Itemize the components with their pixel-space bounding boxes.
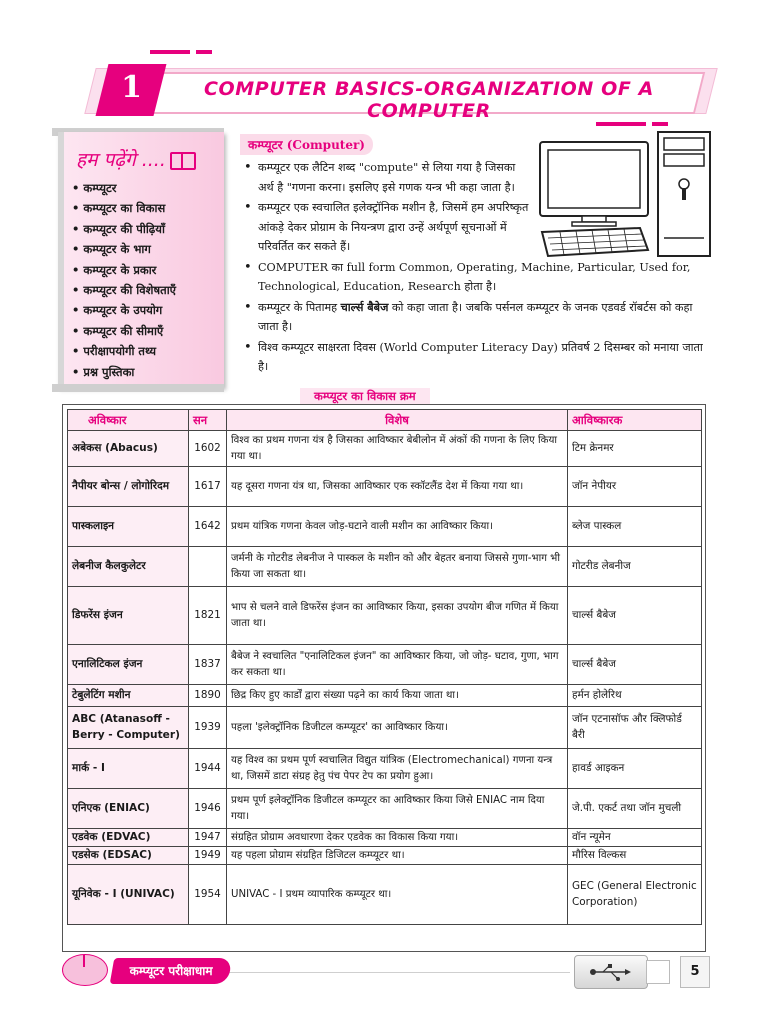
column-header: सन bbox=[189, 410, 227, 431]
detail-cell: यह पहला प्रोग्राम संग्रहित डिजिटल कम्प्यूटर था। bbox=[227, 847, 568, 865]
year-cell: 1821 bbox=[189, 587, 227, 645]
detail-cell: छिद्र किए हुए कार्डों द्वारा संख्या पढ़ने का कार्य किया जाता था। bbox=[227, 685, 568, 707]
table-row bbox=[68, 587, 702, 645]
table-row bbox=[68, 507, 702, 547]
section-label: कम्प्यूटर (Computer) bbox=[240, 134, 373, 155]
detail-cell: यह दूसरा गणना यंत्र था, जिसका आविष्कार एक स्कॉटलैंड देश में किया गया था। bbox=[227, 467, 568, 507]
year-cell: 1954 bbox=[189, 865, 227, 925]
decor-bar bbox=[150, 50, 190, 54]
bullet-item: • कम्प्यूटर के पितामह चार्ल्स बैबेज को कहा जाता है। जबकि पर्सनल कम्प्यूटर के जनक एडवर्ड रॉबर्टस को कहा जाता है। bbox=[242, 298, 710, 337]
chapter-banner bbox=[72, 62, 708, 122]
invention-cell: डिफरेंस इंजन bbox=[68, 587, 189, 645]
year-cell: 1947 bbox=[189, 829, 227, 847]
inventor-cell: टिम क्रेनमर bbox=[568, 431, 702, 467]
footer-label-pill bbox=[110, 958, 233, 984]
inventor-cell: मौरिस विल्कस bbox=[568, 847, 702, 865]
table-row bbox=[68, 547, 702, 587]
table-row bbox=[68, 865, 702, 925]
inventor-cell: चार्ल्स बैबेज bbox=[568, 645, 702, 685]
invention-cell: नैपीयर बोन्स / लोगोरिदम bbox=[68, 467, 189, 507]
topic-item: • कम्प्यूटर bbox=[72, 178, 176, 198]
topic-item: • कम्प्यूटर की विशेषताएँ bbox=[72, 280, 176, 300]
detail-cell: बैबेज ने स्वचालित "एनालिटिकल इंजन" का आविष्कार किया, जो जोड़- घटाव, गुणा, भाग कर सकता था। bbox=[227, 645, 568, 685]
table-row bbox=[68, 829, 702, 847]
topic-item: • कम्प्यूटर के भाग bbox=[72, 239, 176, 259]
year-cell: 1602 bbox=[189, 431, 227, 467]
column-header: विशेष bbox=[227, 410, 568, 431]
timeline-table bbox=[67, 409, 702, 925]
detail-cell: यह विश्व का प्रथम पूर्ण स्वचालित विद्युत यांत्रिक (Electromechanical) गणना यन्त्र था, जिसमें डाटा संग्रह हेतु पंच पेपर टेप का प्रयोग हुआ। bbox=[227, 749, 568, 789]
topics-box bbox=[58, 132, 224, 388]
year-cell: 1617 bbox=[189, 467, 227, 507]
table-row bbox=[68, 685, 702, 707]
inventor-cell: GEC (General Electronic Corporation) bbox=[568, 865, 702, 925]
table-caption: कम्प्यूटर का विकास क्रम bbox=[300, 388, 430, 405]
topic-item: • कम्प्यूटर के प्रकार bbox=[72, 260, 176, 280]
inventor-cell: जॉन नेपीयर bbox=[568, 467, 702, 507]
detail-cell: विश्व का प्रथम गणना यंत्र है जिसका आविष्कार बेबीलोन में अंकों की गणना के लिए किया गया था। bbox=[227, 431, 568, 467]
table-row bbox=[68, 431, 702, 467]
topic-item: • कम्प्यूटर की पीढ़ियाँ bbox=[72, 219, 176, 239]
decor-bar bbox=[596, 122, 646, 126]
column-header: अविष्कार bbox=[68, 410, 189, 431]
bullet-item: • विश्व कम्प्यूटर साक्षरता दिवस (World Computer Literacy Day) प्रतिवर्ष 2 दिसम्बर को मनाया जाता है। bbox=[242, 338, 710, 377]
inventor-cell: जे.पी. एकर्ट तथा जॉन मुचली bbox=[568, 789, 702, 829]
invention-cell: टेबुलेटिंग मशीन bbox=[68, 685, 189, 707]
table-header-row bbox=[68, 410, 702, 431]
bullet-item: • COMPUTER का full form Common, Operating, Machine, Particular, Used for, Technological, Education, Research होता है। bbox=[242, 258, 710, 297]
decor-bar bbox=[196, 50, 212, 54]
invention-cell: अबेकस (Abacus) bbox=[68, 431, 189, 467]
inventor-cell: जॉन एटनासॉफ और क्लिफोर्ड बैरी bbox=[568, 707, 702, 749]
year-cell: 1642 bbox=[189, 507, 227, 547]
inventor-cell: हावर्ड आइकन bbox=[568, 749, 702, 789]
table-row bbox=[68, 847, 702, 865]
topic-item: • कम्प्यूटर का विकास bbox=[72, 198, 176, 218]
invention-cell: एनिएक (ENIAC) bbox=[68, 789, 189, 829]
topic-item: • कम्प्यूटर की सीमाएँ bbox=[72, 321, 176, 341]
invention-cell: एडवेक (EDVAC) bbox=[68, 829, 189, 847]
decor-bar bbox=[652, 122, 668, 126]
topics-list bbox=[72, 178, 176, 382]
chapter-title: COMPUTER BASICS-ORGANIZATION OF A COMPUTER bbox=[204, 78, 654, 122]
mouse-icon bbox=[62, 954, 108, 986]
footer-line bbox=[226, 972, 570, 973]
detail-cell: संग्रहित प्रोग्राम अवधारणा देकर एडवेक का विकास किया गया। bbox=[227, 829, 568, 847]
invention-cell: मार्क - I bbox=[68, 749, 189, 789]
footer-label: कम्प्यूटर परीक्षाधाम bbox=[129, 964, 213, 978]
year-cell: 1946 bbox=[189, 789, 227, 829]
year-cell: 1949 bbox=[189, 847, 227, 865]
year-cell: 1944 bbox=[189, 749, 227, 789]
usb-icon bbox=[574, 955, 648, 989]
table-row bbox=[68, 707, 702, 749]
chapter-number: 1 bbox=[121, 70, 143, 105]
usb-symbol-icon bbox=[575, 956, 647, 988]
inventor-cell: गोटरीड लेबनीज bbox=[568, 547, 702, 587]
year-cell: 1939 bbox=[189, 707, 227, 749]
topics-title: हम पढ़ेंगे .... bbox=[76, 146, 196, 172]
detail-cell: प्रथम पूर्ण इलेक्ट्रॉनिक डिजीटल कम्प्यूटर का आविष्कार किया जिसे ENIAC नाम दिया गया। bbox=[227, 789, 568, 829]
detail-cell: भाप से चलने वाले डिफरेंस इंजन का आविष्कार किया, इसका उपयोग बीज गणित में किया जाता था। bbox=[227, 587, 568, 645]
invention-cell: एडसेक (EDSAC) bbox=[68, 847, 189, 865]
table-row bbox=[68, 749, 702, 789]
bullet-item: • कम्प्यूटर एक स्वचालित इलेक्ट्रॉनिक मशीन है, जिसमें हम अपरिष्कृत आंकड़े देकर प्रोग्राम के नियन्त्रण द्वारा उन्हें अर्थपूर्ण सूचनाओं में परिवर्तित कर सकते हैं। bbox=[242, 198, 530, 257]
invention-cell: यूनिवेक - I (UNIVAC) bbox=[68, 865, 189, 925]
invention-cell: पास्कलाइन bbox=[68, 507, 189, 547]
usb-port-icon bbox=[646, 960, 670, 984]
year-cell: 1890 bbox=[189, 685, 227, 707]
table-row bbox=[68, 789, 702, 829]
table-row bbox=[68, 467, 702, 507]
bullet-item: • कम्प्यूटर एक लैटिन शब्द "compute" से लिया गया है जिसका अर्थ है "गणना करना। इसलिए इसे गणक यन्त्र भी कहा जाता है। bbox=[242, 158, 530, 197]
inventor-cell: वॉन न्यूमेन bbox=[568, 829, 702, 847]
invention-cell: लेबनीज कैलकुलेटर bbox=[68, 547, 189, 587]
year-cell bbox=[189, 547, 227, 587]
invention-cell: एनालिटिकल इंजन bbox=[68, 645, 189, 685]
table-row bbox=[68, 645, 702, 685]
invention-cell: ABC (Atanasoff - Berry - Computer) bbox=[68, 707, 189, 749]
topic-item: • कम्प्यूटर के उपयोग bbox=[72, 300, 176, 320]
detail-cell: प्रथम यांत्रिक गणना केवल जोड़-घटाने वाली मशीन का आविष्कार किया। bbox=[227, 507, 568, 547]
topic-item: • परीक्षापयोगी तथ्य bbox=[72, 341, 176, 361]
scroll-bottom-roller bbox=[52, 384, 224, 392]
timeline-table-frame bbox=[62, 404, 706, 952]
detail-cell: जर्मनी के गोटरीड लेबनीज ने पास्कल के मशीन को और बेहतर बनाया जिससे गुणा-भाग भी किया जा सकता था। bbox=[227, 547, 568, 587]
column-header: आविष्कारक bbox=[568, 410, 702, 431]
topic-item: • प्रश्न पुस्तिका bbox=[72, 362, 176, 382]
year-cell: 1837 bbox=[189, 645, 227, 685]
inventor-cell: ब्लेज पास्कल bbox=[568, 507, 702, 547]
inventor-cell: हर्मन होलेरिथ bbox=[568, 685, 702, 707]
inventor-cell: चार्ल्स बैबेज bbox=[568, 587, 702, 645]
detail-cell: UNIVAC - I प्रथम व्यापारिक कम्प्यूटर था। bbox=[227, 865, 568, 925]
page-number: 5 bbox=[680, 956, 710, 988]
detail-cell: पहला 'इलेक्ट्रॉनिक डिजीटल कम्प्यूटर' का आविष्कार किया। bbox=[227, 707, 568, 749]
bold-name: चार्ल्स बैबेज bbox=[340, 299, 389, 314]
book-icon bbox=[170, 152, 196, 170]
computer-illustration bbox=[536, 128, 716, 264]
